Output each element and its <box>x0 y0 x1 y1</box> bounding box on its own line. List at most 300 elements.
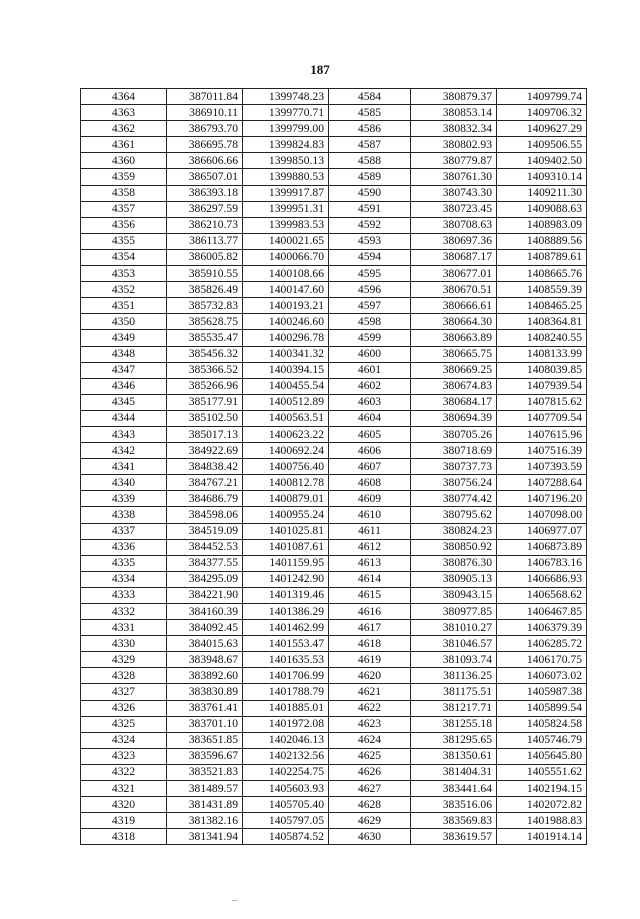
x-coordinate-left: 383596.67 <box>167 748 243 764</box>
point-id-left: 4341 <box>81 459 167 475</box>
point-id-left: 4342 <box>81 443 167 459</box>
table-row <box>81 233 587 249</box>
x-coordinate-right: 383516.06 <box>411 797 497 813</box>
x-coordinate-right: 380670.51 <box>411 282 497 298</box>
x-coordinate-left: 384221.90 <box>167 587 243 603</box>
y-coordinate-left: 1401972.08 <box>243 716 329 732</box>
point-id-left: 4350 <box>81 314 167 330</box>
y-coordinate-left: 1399770.71 <box>243 105 329 121</box>
point-id-right: 4592 <box>329 217 411 233</box>
point-id-right: 4628 <box>329 797 411 813</box>
table-row <box>81 604 587 620</box>
point-id-left: 4363 <box>81 105 167 121</box>
y-coordinate-right: 1409506.55 <box>497 137 587 153</box>
point-id-right: 4604 <box>329 410 411 426</box>
point-id-right: 4622 <box>329 700 411 716</box>
table-row <box>81 571 587 587</box>
x-coordinate-right: 383569.83 <box>411 813 497 829</box>
point-id-left: 4329 <box>81 652 167 668</box>
point-id-right: 4594 <box>329 249 411 265</box>
point-id-right: 4626 <box>329 764 411 780</box>
y-coordinate-left: 1399951.31 <box>243 201 329 217</box>
x-coordinate-left: 384598.06 <box>167 507 243 523</box>
table-row <box>81 748 587 764</box>
x-coordinate-right: 380666.61 <box>411 298 497 314</box>
point-id-left: 4333 <box>81 587 167 603</box>
table-row <box>81 636 587 652</box>
x-coordinate-right: 380850.92 <box>411 539 497 555</box>
y-coordinate-right: 1408665.76 <box>497 266 587 282</box>
x-coordinate-left: 383830.89 <box>167 684 243 700</box>
point-id-right: 4600 <box>329 346 411 362</box>
x-coordinate-right: 380694.39 <box>411 410 497 426</box>
x-coordinate-left: 383948.67 <box>167 652 243 668</box>
point-id-right: 4591 <box>329 201 411 217</box>
point-id-right: 4589 <box>329 169 411 185</box>
point-id-right: 4627 <box>329 781 411 797</box>
point-id-right: 4597 <box>329 298 411 314</box>
point-id-right: 4615 <box>329 587 411 603</box>
point-id-left: 4318 <box>81 829 167 845</box>
point-id-right: 4623 <box>329 716 411 732</box>
y-coordinate-left: 1400623.22 <box>243 426 329 442</box>
x-coordinate-left: 384686.79 <box>167 491 243 507</box>
table-row <box>81 716 587 732</box>
x-coordinate-right: 380802.93 <box>411 137 497 153</box>
x-coordinate-right: 380723.45 <box>411 201 497 217</box>
x-coordinate-right: 380779.87 <box>411 153 497 169</box>
table-row <box>81 410 587 426</box>
y-coordinate-left: 1401025.81 <box>243 523 329 539</box>
point-id-left: 4351 <box>81 298 167 314</box>
x-coordinate-left: 384160.39 <box>167 604 243 620</box>
point-id-left: 4356 <box>81 217 167 233</box>
y-coordinate-left: 1401462.99 <box>243 620 329 636</box>
y-coordinate-left: 1400021.65 <box>243 233 329 249</box>
point-id-left: 4335 <box>81 555 167 571</box>
x-coordinate-left: 385535.47 <box>167 330 243 346</box>
y-coordinate-left: 1400756.40 <box>243 459 329 475</box>
point-id-left: 4323 <box>81 748 167 764</box>
table-row <box>81 153 587 169</box>
point-id-left: 4362 <box>81 121 167 137</box>
point-id-right: 4598 <box>329 314 411 330</box>
y-coordinate-right: 1405551.62 <box>497 764 587 780</box>
point-id-right: 4610 <box>329 507 411 523</box>
table-row <box>81 781 587 797</box>
x-coordinate-right: 381093.74 <box>411 652 497 668</box>
point-id-left: 4339 <box>81 491 167 507</box>
x-coordinate-left: 385017.13 <box>167 426 243 442</box>
y-coordinate-right: 1409310.14 <box>497 169 587 185</box>
point-id-right: 4596 <box>329 282 411 298</box>
y-coordinate-left: 1400341.32 <box>243 346 329 362</box>
y-coordinate-right: 1407098.00 <box>497 507 587 523</box>
y-coordinate-left: 1399880.53 <box>243 169 329 185</box>
y-coordinate-left: 1401553.47 <box>243 636 329 652</box>
y-coordinate-right: 1406170.75 <box>497 652 587 668</box>
y-coordinate-left: 1399983.53 <box>243 217 329 233</box>
x-coordinate-left: 385628.75 <box>167 314 243 330</box>
point-id-left: 4337 <box>81 523 167 539</box>
point-id-right: 4605 <box>329 426 411 442</box>
point-id-left: 4321 <box>81 781 167 797</box>
y-coordinate-right: 1406873.89 <box>497 539 587 555</box>
point-id-right: 4599 <box>329 330 411 346</box>
table-row <box>81 314 587 330</box>
y-coordinate-right: 1408133.99 <box>497 346 587 362</box>
x-coordinate-right: 380737.73 <box>411 459 497 475</box>
y-coordinate-left: 1405797.05 <box>243 813 329 829</box>
point-id-right: 4585 <box>329 105 411 121</box>
y-coordinate-right: 1409706.32 <box>497 105 587 121</box>
y-coordinate-right: 1406073.02 <box>497 668 587 684</box>
x-coordinate-right: 380824.23 <box>411 523 497 539</box>
point-id-right: 4593 <box>329 233 411 249</box>
x-coordinate-right: 380832.34 <box>411 121 497 137</box>
table-row <box>81 620 587 636</box>
y-coordinate-right: 1401988.83 <box>497 813 587 829</box>
y-coordinate-left: 1401885.01 <box>243 700 329 716</box>
point-id-right: 4620 <box>329 668 411 684</box>
x-coordinate-left: 384452.53 <box>167 539 243 555</box>
y-coordinate-right: 1406467.85 <box>497 604 587 620</box>
coordinates-table <box>80 88 587 845</box>
y-coordinate-right: 1405746.79 <box>497 732 587 748</box>
x-coordinate-left: 386005.82 <box>167 249 243 265</box>
point-id-right: 4630 <box>329 829 411 845</box>
point-id-right: 4595 <box>329 266 411 282</box>
table-row <box>81 362 587 378</box>
table-row <box>81 507 587 523</box>
x-coordinate-right: 380687.17 <box>411 249 497 265</box>
point-id-right: 4602 <box>329 378 411 394</box>
x-coordinate-left: 383651.85 <box>167 732 243 748</box>
y-coordinate-right: 1405899.54 <box>497 700 587 716</box>
x-coordinate-right: 380718.69 <box>411 443 497 459</box>
y-coordinate-left: 1402132.56 <box>243 748 329 764</box>
point-id-right: 4621 <box>329 684 411 700</box>
x-coordinate-left: 386910.11 <box>167 105 243 121</box>
y-coordinate-left: 1402046.13 <box>243 732 329 748</box>
table-row <box>81 797 587 813</box>
x-coordinate-left: 386113.77 <box>167 233 243 249</box>
table-row <box>81 89 587 105</box>
y-coordinate-right: 1407939.54 <box>497 378 587 394</box>
y-coordinate-left: 1400296.78 <box>243 330 329 346</box>
y-coordinate-left: 1400108.66 <box>243 266 329 282</box>
y-coordinate-left: 1399748.23 <box>243 89 329 105</box>
y-coordinate-left: 1401635.53 <box>243 652 329 668</box>
x-coordinate-right: 380669.25 <box>411 362 497 378</box>
y-coordinate-left: 1401087.61 <box>243 539 329 555</box>
x-coordinate-right: 380743.30 <box>411 185 497 201</box>
point-id-left: 4347 <box>81 362 167 378</box>
table-row <box>81 249 587 265</box>
table-row <box>81 700 587 716</box>
point-id-right: 4618 <box>329 636 411 652</box>
x-coordinate-right: 381295.65 <box>411 732 497 748</box>
coordinates-table-body <box>81 89 587 845</box>
point-id-right: 4609 <box>329 491 411 507</box>
y-coordinate-left: 1401788.79 <box>243 684 329 700</box>
x-coordinate-left: 384092.45 <box>167 620 243 636</box>
x-coordinate-right: 380943.15 <box>411 587 497 603</box>
table-row <box>81 137 587 153</box>
x-coordinate-left: 387011.84 <box>167 89 243 105</box>
y-coordinate-right: 1408240.55 <box>497 330 587 346</box>
x-coordinate-right: 380761.30 <box>411 169 497 185</box>
point-id-right: 4584 <box>329 89 411 105</box>
y-coordinate-left: 1400512.89 <box>243 394 329 410</box>
table-row <box>81 185 587 201</box>
y-coordinate-left: 1405603.93 <box>243 781 329 797</box>
x-coordinate-right: 380665.75 <box>411 346 497 362</box>
table-row <box>81 668 587 684</box>
table-row <box>81 764 587 780</box>
x-coordinate-left: 385177.91 <box>167 394 243 410</box>
point-id-right: 4586 <box>329 121 411 137</box>
y-coordinate-right: 1409799.74 <box>497 89 587 105</box>
x-coordinate-right: 381350.61 <box>411 748 497 764</box>
x-coordinate-left: 384767.21 <box>167 475 243 491</box>
x-coordinate-left: 384015.63 <box>167 636 243 652</box>
point-id-right: 4629 <box>329 813 411 829</box>
table-row <box>81 105 587 121</box>
y-coordinate-left: 1400246.60 <box>243 314 329 330</box>
point-id-left: 4332 <box>81 604 167 620</box>
y-coordinate-right: 1408364.81 <box>497 314 587 330</box>
x-coordinate-left: 386695.78 <box>167 137 243 153</box>
point-id-left: 4353 <box>81 266 167 282</box>
point-id-left: 4331 <box>81 620 167 636</box>
point-id-left: 4319 <box>81 813 167 829</box>
table-row <box>81 330 587 346</box>
point-id-left: 4325 <box>81 716 167 732</box>
x-coordinate-right: 380663.89 <box>411 330 497 346</box>
x-coordinate-right: 380756.24 <box>411 475 497 491</box>
y-coordinate-left: 1405705.40 <box>243 797 329 813</box>
table-row <box>81 555 587 571</box>
x-coordinate-right: 380879.37 <box>411 89 497 105</box>
point-id-right: 4601 <box>329 362 411 378</box>
point-id-left: 4345 <box>81 394 167 410</box>
y-coordinate-right: 1407196.20 <box>497 491 587 507</box>
x-coordinate-right: 383619.57 <box>411 829 497 845</box>
x-coordinate-left: 381431.89 <box>167 797 243 813</box>
x-coordinate-left: 383521.83 <box>167 764 243 780</box>
y-coordinate-left: 1400066.70 <box>243 249 329 265</box>
page-number: 187 <box>310 62 330 77</box>
x-coordinate-right: 380795.62 <box>411 507 497 523</box>
y-coordinate-right: 1402072.82 <box>497 797 587 813</box>
y-coordinate-right: 1408889.56 <box>497 233 587 249</box>
x-coordinate-left: 386210.73 <box>167 217 243 233</box>
point-id-left: 4355 <box>81 233 167 249</box>
y-coordinate-left: 1401386.29 <box>243 604 329 620</box>
x-coordinate-right: 380697.36 <box>411 233 497 249</box>
table-row <box>81 394 587 410</box>
x-coordinate-right: 380664.30 <box>411 314 497 330</box>
y-coordinate-left: 1400147.60 <box>243 282 329 298</box>
x-coordinate-left: 384295.09 <box>167 571 243 587</box>
x-coordinate-right: 380905.13 <box>411 571 497 587</box>
y-coordinate-right: 1407288.64 <box>497 475 587 491</box>
x-coordinate-right: 381136.25 <box>411 668 497 684</box>
point-id-left: 4338 <box>81 507 167 523</box>
y-coordinate-left: 1405874.52 <box>243 829 329 845</box>
point-id-left: 4328 <box>81 668 167 684</box>
x-coordinate-left: 381489.57 <box>167 781 243 797</box>
y-coordinate-right: 1409402.50 <box>497 153 587 169</box>
table-row <box>81 813 587 829</box>
y-coordinate-right: 1409627.29 <box>497 121 587 137</box>
x-coordinate-right: 381255.18 <box>411 716 497 732</box>
x-coordinate-left: 384838.42 <box>167 459 243 475</box>
y-coordinate-left: 1399917.87 <box>243 185 329 201</box>
y-coordinate-right: 1408465.25 <box>497 298 587 314</box>
table-row <box>81 217 587 233</box>
y-coordinate-left: 1401706.99 <box>243 668 329 684</box>
y-coordinate-right: 1405987.38 <box>497 684 587 700</box>
table-row <box>81 346 587 362</box>
point-id-left: 4340 <box>81 475 167 491</box>
y-coordinate-right: 1407615.96 <box>497 426 587 442</box>
table-row <box>81 684 587 700</box>
point-id-left: 4354 <box>81 249 167 265</box>
x-coordinate-left: 381341.94 <box>167 829 243 845</box>
x-coordinate-right: 380774.42 <box>411 491 497 507</box>
x-coordinate-left: 384377.55 <box>167 555 243 571</box>
x-coordinate-right: 383441.64 <box>411 781 497 797</box>
y-coordinate-left: 1399850.13 <box>243 153 329 169</box>
point-id-right: 4603 <box>329 394 411 410</box>
x-coordinate-right: 380853.14 <box>411 105 497 121</box>
point-id-left: 4322 <box>81 764 167 780</box>
y-coordinate-right: 1408039.85 <box>497 362 587 378</box>
point-id-left: 4360 <box>81 153 167 169</box>
x-coordinate-right: 381010.27 <box>411 620 497 636</box>
x-coordinate-right: 381046.57 <box>411 636 497 652</box>
y-coordinate-right: 1407815.62 <box>497 394 587 410</box>
y-coordinate-left: 1400455.54 <box>243 378 329 394</box>
point-id-right: 4608 <box>329 475 411 491</box>
y-coordinate-right: 1408789.61 <box>497 249 587 265</box>
y-coordinate-right: 1408983.09 <box>497 217 587 233</box>
y-coordinate-left: 1400193.21 <box>243 298 329 314</box>
x-coordinate-left: 386297.59 <box>167 201 243 217</box>
y-coordinate-left: 1400563.51 <box>243 410 329 426</box>
point-id-left: 4357 <box>81 201 167 217</box>
point-id-right: 4619 <box>329 652 411 668</box>
x-coordinate-left: 384519.09 <box>167 523 243 539</box>
y-coordinate-left: 1400879.01 <box>243 491 329 507</box>
point-id-right: 4607 <box>329 459 411 475</box>
y-coordinate-left: 1399824.83 <box>243 137 329 153</box>
x-coordinate-left: 381382.16 <box>167 813 243 829</box>
x-coordinate-left: 386606.66 <box>167 153 243 169</box>
table-row <box>81 282 587 298</box>
point-id-right: 4625 <box>329 748 411 764</box>
x-coordinate-right: 380977.85 <box>411 604 497 620</box>
y-coordinate-right: 1406285.72 <box>497 636 587 652</box>
point-id-left: 4327 <box>81 684 167 700</box>
y-coordinate-right: 1407709.54 <box>497 410 587 426</box>
table-row <box>81 459 587 475</box>
table-row <box>81 652 587 668</box>
x-coordinate-right: 380684.17 <box>411 394 497 410</box>
x-coordinate-right: 380708.63 <box>411 217 497 233</box>
point-id-right: 4614 <box>329 571 411 587</box>
point-id-left: 4364 <box>81 89 167 105</box>
y-coordinate-right: 1407393.59 <box>497 459 587 475</box>
point-id-left: 4320 <box>81 797 167 813</box>
y-coordinate-left: 1400692.24 <box>243 443 329 459</box>
y-coordinate-right: 1409088.63 <box>497 201 587 217</box>
point-id-left: 4326 <box>81 700 167 716</box>
table-row <box>81 475 587 491</box>
point-id-left: 4324 <box>81 732 167 748</box>
y-coordinate-right: 1401914.14 <box>497 829 587 845</box>
x-coordinate-right: 381217.71 <box>411 700 497 716</box>
point-id-right: 4587 <box>329 137 411 153</box>
point-id-left: 4359 <box>81 169 167 185</box>
x-coordinate-right: 380674.83 <box>411 378 497 394</box>
y-coordinate-right: 1405645.80 <box>497 748 587 764</box>
point-id-left: 4346 <box>81 378 167 394</box>
table-row <box>81 426 587 442</box>
y-coordinate-left: 1402254.75 <box>243 764 329 780</box>
x-coordinate-left: 385456.32 <box>167 346 243 362</box>
x-coordinate-left: 386393.18 <box>167 185 243 201</box>
y-coordinate-right: 1405824.58 <box>497 716 587 732</box>
x-coordinate-left: 385266.96 <box>167 378 243 394</box>
point-id-left: 4361 <box>81 137 167 153</box>
x-coordinate-left: 385732.83 <box>167 298 243 314</box>
point-id-left: 4330 <box>81 636 167 652</box>
table-row <box>81 732 587 748</box>
point-id-right: 4612 <box>329 539 411 555</box>
table-row <box>81 169 587 185</box>
table-row <box>81 121 587 137</box>
point-id-left: 4336 <box>81 539 167 555</box>
y-coordinate-left: 1401319.46 <box>243 587 329 603</box>
x-coordinate-left: 383892.60 <box>167 668 243 684</box>
y-coordinate-right: 1402194.15 <box>497 781 587 797</box>
point-id-left: 4344 <box>81 410 167 426</box>
y-coordinate-right: 1406783.16 <box>497 555 587 571</box>
point-id-right: 4606 <box>329 443 411 459</box>
point-id-left: 4352 <box>81 282 167 298</box>
y-coordinate-right: 1409211.30 <box>497 185 587 201</box>
y-coordinate-left: 1401159.95 <box>243 555 329 571</box>
table-row <box>81 491 587 507</box>
point-id-right: 4624 <box>329 732 411 748</box>
point-id-left: 4349 <box>81 330 167 346</box>
table-row <box>81 829 587 845</box>
x-coordinate-right: 380876.30 <box>411 555 497 571</box>
point-id-left: 4348 <box>81 346 167 362</box>
y-coordinate-left: 1400955.24 <box>243 507 329 523</box>
x-coordinate-right: 381404.31 <box>411 764 497 780</box>
table-row <box>81 266 587 282</box>
point-id-left: 4343 <box>81 426 167 442</box>
point-id-right: 4611 <box>329 523 411 539</box>
x-coordinate-left: 385366.52 <box>167 362 243 378</box>
table-row <box>81 443 587 459</box>
table-row <box>81 201 587 217</box>
table-row <box>81 523 587 539</box>
